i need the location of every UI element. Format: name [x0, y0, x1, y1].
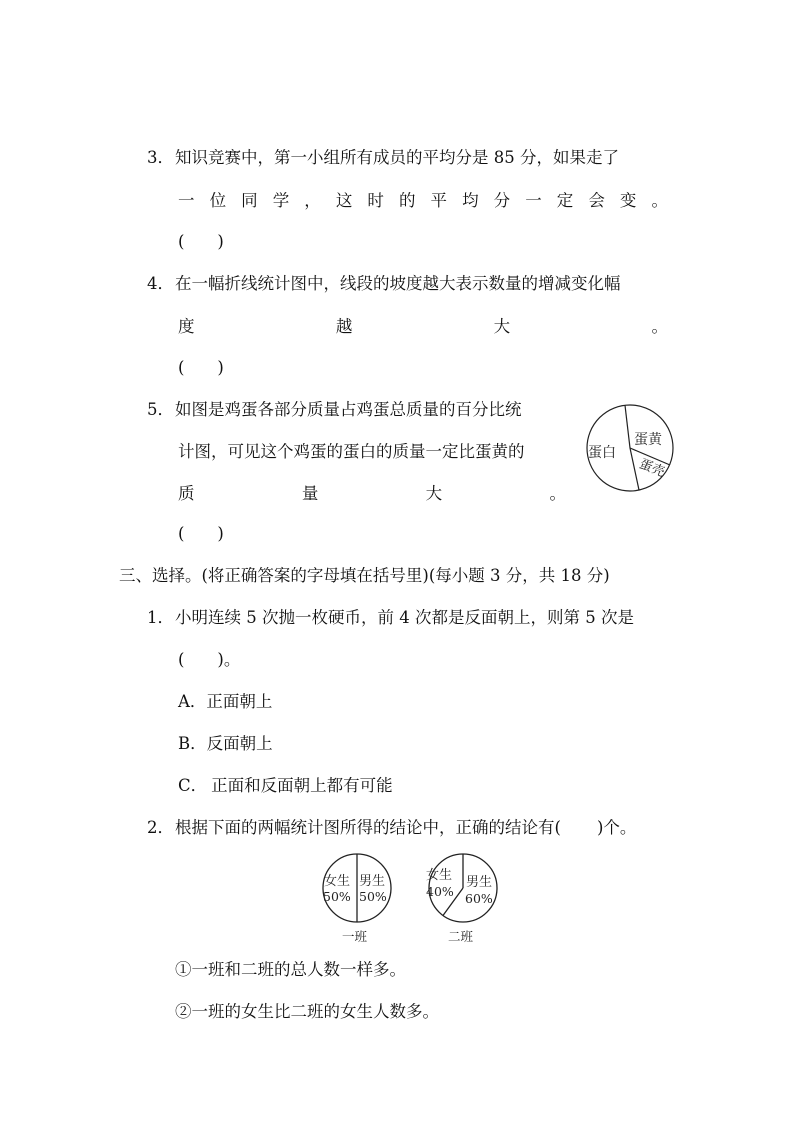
c1-option-c[interactable]: [178, 774, 393, 798]
q4-line2: [178, 315, 668, 339]
class2-girls-pct: 40%: [426, 884, 454, 899]
q3-char: 均: [462, 191, 479, 210]
class2-boys-label: 男生: [466, 875, 493, 890]
q3-char: 位: [209, 191, 227, 210]
c1-option-a[interactable]: [178, 690, 272, 714]
class2-pie-chart: [424, 852, 504, 946]
q5-line2: 计图，可见这个鸡蛋的蛋白的质量一定比蛋黄的: [178, 442, 525, 461]
q5-char: 质: [178, 484, 195, 503]
class2-boys-pct: 60%: [465, 891, 493, 906]
class2-title: 二班: [448, 929, 474, 944]
q3-char: 一: [178, 191, 195, 210]
q5-char: 大: [425, 484, 443, 503]
c1-option-b[interactable]: [178, 732, 273, 756]
q5-answer-blank[interactable]: ( ): [178, 524, 224, 543]
class1-title: 一班: [342, 929, 368, 944]
q3-char: 定: [556, 191, 574, 210]
q3-char: 会: [588, 191, 605, 210]
q3-char: 变: [619, 191, 637, 210]
q3-char: 同: [241, 191, 258, 210]
q4-char: 大: [493, 317, 511, 336]
egg-yolk-label: 蛋黄: [634, 432, 662, 448]
q3-char: 学: [272, 191, 290, 210]
option-text: 正面朝上: [206, 692, 273, 711]
class2-girls-label: 女生: [426, 868, 453, 883]
egg-pie-divider-top: [625, 405, 630, 448]
class1-girls-label: 女生: [324, 874, 351, 889]
q3-line1: 知识竞赛中，第一小组所有成员的平均分是 85 分，如果走了: [175, 148, 619, 167]
option-letter: C．: [178, 776, 208, 795]
option-letter: B．: [178, 734, 207, 753]
c1-line1: 小明连续 5 次抛一枚硬币，前 4 次都是反面朝上，则第 5 次是: [175, 608, 634, 627]
q5-char: 。: [549, 484, 566, 503]
c2-line1-after: )个。: [596, 818, 637, 837]
q3-char: 。: [651, 191, 668, 210]
egg-white-label: 蛋白: [588, 445, 616, 461]
c2-statement-1: ①一班和二班的总人数一样多。: [175, 960, 406, 979]
section-3-heading: 三、选择。(将正确答案的字母填在括号里)(每小题 3 分，共 18 分): [119, 566, 610, 585]
q4-char: 越: [335, 317, 353, 336]
q3-char: 平: [430, 191, 447, 210]
c1-answer-blank[interactable]: ( )。: [178, 650, 241, 669]
egg-pie-chart: [584, 402, 676, 494]
q3-number: 3．: [147, 148, 174, 167]
q3-char: ，: [304, 191, 321, 210]
q3-line2: [178, 189, 668, 213]
q4-answer-blank[interactable]: ( ): [178, 358, 224, 377]
q3-char: 这: [335, 191, 353, 210]
c1-number: 1．: [147, 608, 174, 627]
class1-pie-chart: [318, 852, 396, 946]
q3-char: 的: [398, 191, 416, 210]
q5-char: 量: [301, 484, 319, 503]
egg-shell-label: 蛋壳: [636, 456, 667, 481]
c2-statement-2: ②一班的女生比二班的女生人数多。: [175, 1002, 439, 1021]
class1-boys-pct: 50%: [359, 889, 387, 904]
class1-girls-pct: 50%: [323, 889, 351, 904]
q4-number: 4．: [147, 274, 174, 293]
c2-line1: [175, 816, 636, 840]
q4-char: 。: [651, 317, 668, 336]
q3-char: 时: [367, 191, 384, 210]
option-letter: A．: [178, 692, 207, 711]
q3-answer-blank[interactable]: ( ): [178, 232, 224, 251]
option-text: 反面朝上: [206, 734, 273, 753]
c2-line1-before: 根据下面的两幅统计图所得的结论中，正确的结论有(: [175, 818, 561, 837]
q3-char: 分: [493, 191, 511, 210]
q5-line3: [178, 482, 566, 506]
q3-char: 一: [525, 191, 542, 210]
option-text: 正面和反面朝上都有可能: [211, 776, 393, 795]
q5-line1: 如图是鸡蛋各部分质量占鸡蛋总质量的百分比统: [175, 400, 522, 419]
q4-char: 度: [178, 317, 195, 336]
q4-line1: 在一幅折线统计图中，线段的坡度越大表示数量的增减变化幅: [175, 274, 621, 293]
class1-boys-label: 男生: [359, 874, 386, 889]
c2-number: 2．: [147, 818, 174, 837]
q5-number: 5．: [147, 400, 174, 419]
